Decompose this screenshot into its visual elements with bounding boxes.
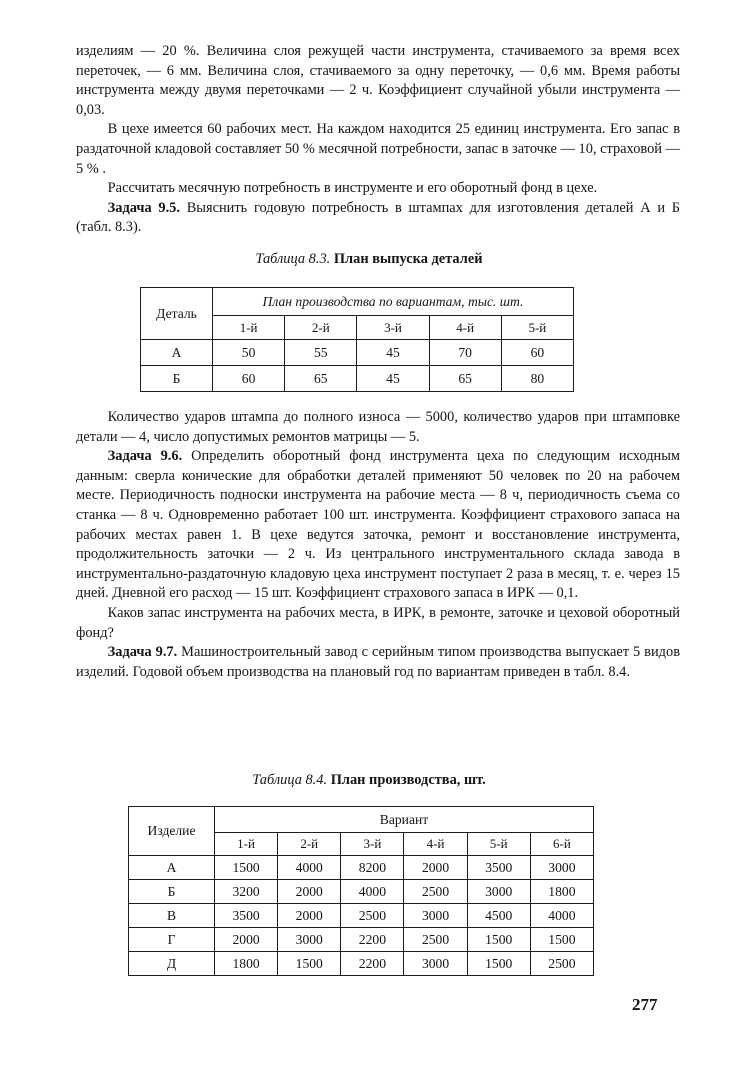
paragraph: Количество ударов штампа до полного износа — 5000, количество ударов при штамповке детали — 4, число допустимых ремонтов матрицы — 5.	[76, 409, 680, 445]
row-label: А	[141, 340, 213, 366]
intro-text	[76, 42, 680, 238]
table-row	[141, 366, 574, 392]
paragraph: В цехе имеется 60 рабочих мест. На каждом находится 25 единиц инструмента. Его запас в раздаточной кладовой составляет 50 % месячной потребности, запас в заточке — 10, страховой — 5 % .	[76, 121, 680, 177]
table-8-4	[128, 806, 594, 976]
corner-header: Изделие	[129, 807, 215, 856]
table-cell: 1800	[215, 952, 278, 976]
table-cell: 4000	[278, 856, 341, 880]
table-cell: 3500	[467, 856, 530, 880]
table-cell: 4000	[530, 904, 593, 928]
task-9-5-paragraph	[76, 199, 680, 238]
table-cell: 65	[285, 366, 357, 392]
task-text: Выяснить годовую потребность в штампах для изготовления деталей А и Б (табл. 8.3).	[76, 199, 681, 236]
task-text: Определить оборотный фонд инструмента цеха по следующим исходным данным: сверла конические для обработки деталей применяют 50 человек по 20 на рабочем месте. Периодичность подноски инструмента на рабочие места — 8 ч, периодичность съема со станка — 8 ч. Одновременно работает 100 шт. инструмента. Коэффициент страхового запаса на рабочих местах равен 1. В цехе ведутся заточка, ремонт и восстановление инструмента, продолжительность заточки — 2 ч. Из центрального инструментального склада завода в инструментально-раздаточную кладовую цеха инструмент поступает 2 раза в месяц, т. е. через 15 дней. Дневной его расход — 15 шт. Коэффициент страхового запаса в ИРК — 0,1.	[76, 448, 680, 602]
column-header: 6-й	[530, 833, 593, 856]
table-cell: 3000	[530, 856, 593, 880]
column-header: 2-й	[285, 316, 357, 340]
table-8-3-caption	[0, 251, 738, 268]
row-label: В	[129, 904, 215, 928]
caption-label: Таблица 8.3.	[255, 251, 331, 267]
table-cell: 2500	[341, 904, 404, 928]
table-cell: 70	[429, 340, 501, 366]
table-cell: 3500	[215, 904, 278, 928]
table-cell: 3000	[278, 928, 341, 952]
table-cell: 2000	[404, 856, 467, 880]
caption-title: План выпуска деталей	[333, 251, 483, 267]
row-label: А	[129, 856, 215, 880]
table-cell: 45	[357, 340, 429, 366]
table-row	[129, 952, 594, 976]
task-9-7-paragraph	[76, 643, 680, 682]
group-header: План производства по вариантам, тыс. шт.	[213, 288, 574, 316]
table-8-4-caption	[0, 772, 738, 789]
table-cell: 3000	[467, 880, 530, 904]
table-row	[129, 856, 594, 880]
paragraph: Рассчитать месячную потребность в инструменте и его оборотный фонд в цехе.	[107, 180, 598, 197]
table-cell: 65	[429, 366, 501, 392]
table-cell: 3000	[404, 952, 467, 976]
task-label: Задача 9.5.	[107, 199, 180, 216]
table-cell: 8200	[341, 856, 404, 880]
table-cell: 45	[357, 366, 429, 392]
table-row	[129, 928, 594, 952]
table-cell: 2500	[404, 928, 467, 952]
table-cell: 2200	[341, 928, 404, 952]
column-header: 4-й	[429, 316, 501, 340]
table-cell: 3000	[404, 904, 467, 928]
table-cell: 2000	[278, 880, 341, 904]
table-row	[129, 880, 594, 904]
column-header: 3-й	[357, 316, 429, 340]
table-cell: 55	[285, 340, 357, 366]
table-cell: 1500	[215, 856, 278, 880]
task-9-6-paragraph	[76, 447, 680, 604]
row-label: Д	[129, 952, 215, 976]
column-header: 4-й	[404, 833, 467, 856]
column-header: 5-й	[501, 316, 573, 340]
table-cell: 2500	[404, 880, 467, 904]
column-header: 3-й	[341, 833, 404, 856]
task-label: Задача 9.7.	[107, 644, 178, 661]
row-label: Б	[129, 880, 215, 904]
task-text: Машиностроительный завод с серийным типом производства выпускает 5 видов изделий. Годовой объем производства на плановый год по вариантам приведен в табл. 8.4.	[76, 644, 680, 680]
task-label: Задача 9.6.	[107, 448, 183, 465]
group-header: Вариант	[215, 807, 594, 833]
table-cell: 1500	[467, 928, 530, 952]
table-cell: 2500	[530, 952, 593, 976]
row-label: Г	[129, 928, 215, 952]
table-row	[141, 340, 574, 366]
table-cell: 1500	[278, 952, 341, 976]
table-cell: 2200	[341, 952, 404, 976]
table-cell: 1500	[530, 928, 593, 952]
table-8-3	[140, 287, 574, 392]
table-row	[129, 904, 594, 928]
table-cell: 3200	[215, 880, 278, 904]
table-cell: 4000	[341, 880, 404, 904]
column-header: 2-й	[278, 833, 341, 856]
table-cell: 4500	[467, 904, 530, 928]
table-cell: 1500	[467, 952, 530, 976]
table-cell: 1800	[530, 880, 593, 904]
caption-title: План производства, шт.	[330, 772, 486, 788]
table-cell: 60	[213, 366, 285, 392]
row-label: Б	[141, 366, 213, 392]
column-header: 5-й	[467, 833, 530, 856]
middle-text	[76, 408, 680, 682]
paragraph: изделиям — 20 %. Величина слоя режущей части инструмента, стачиваемого за время всех переточек, — 6 мм. Величина слоя, стачиваемого за одну переточку, — 0,6 мм. Время работы инструмента между двумя переточками — 2 ч. Коэффициент случайной убыли инструмента — 0,03.	[76, 43, 680, 118]
table-cell: 2000	[215, 928, 278, 952]
paragraph: Каков запас инструмента на рабочих места, в ИРК, в ремонте, заточке и цеховой оборотный фонд?	[76, 604, 680, 641]
table-cell: 50	[213, 340, 285, 366]
column-header: 1-й	[213, 316, 285, 340]
page-number: 277	[632, 995, 658, 1014]
table-cell: 80	[501, 366, 573, 392]
caption-label: Таблица 8.4.	[252, 772, 328, 788]
corner-header: Деталь	[141, 288, 213, 340]
table-cell: 2000	[278, 904, 341, 928]
column-header: 1-й	[215, 833, 278, 856]
table-cell: 60	[501, 340, 573, 366]
